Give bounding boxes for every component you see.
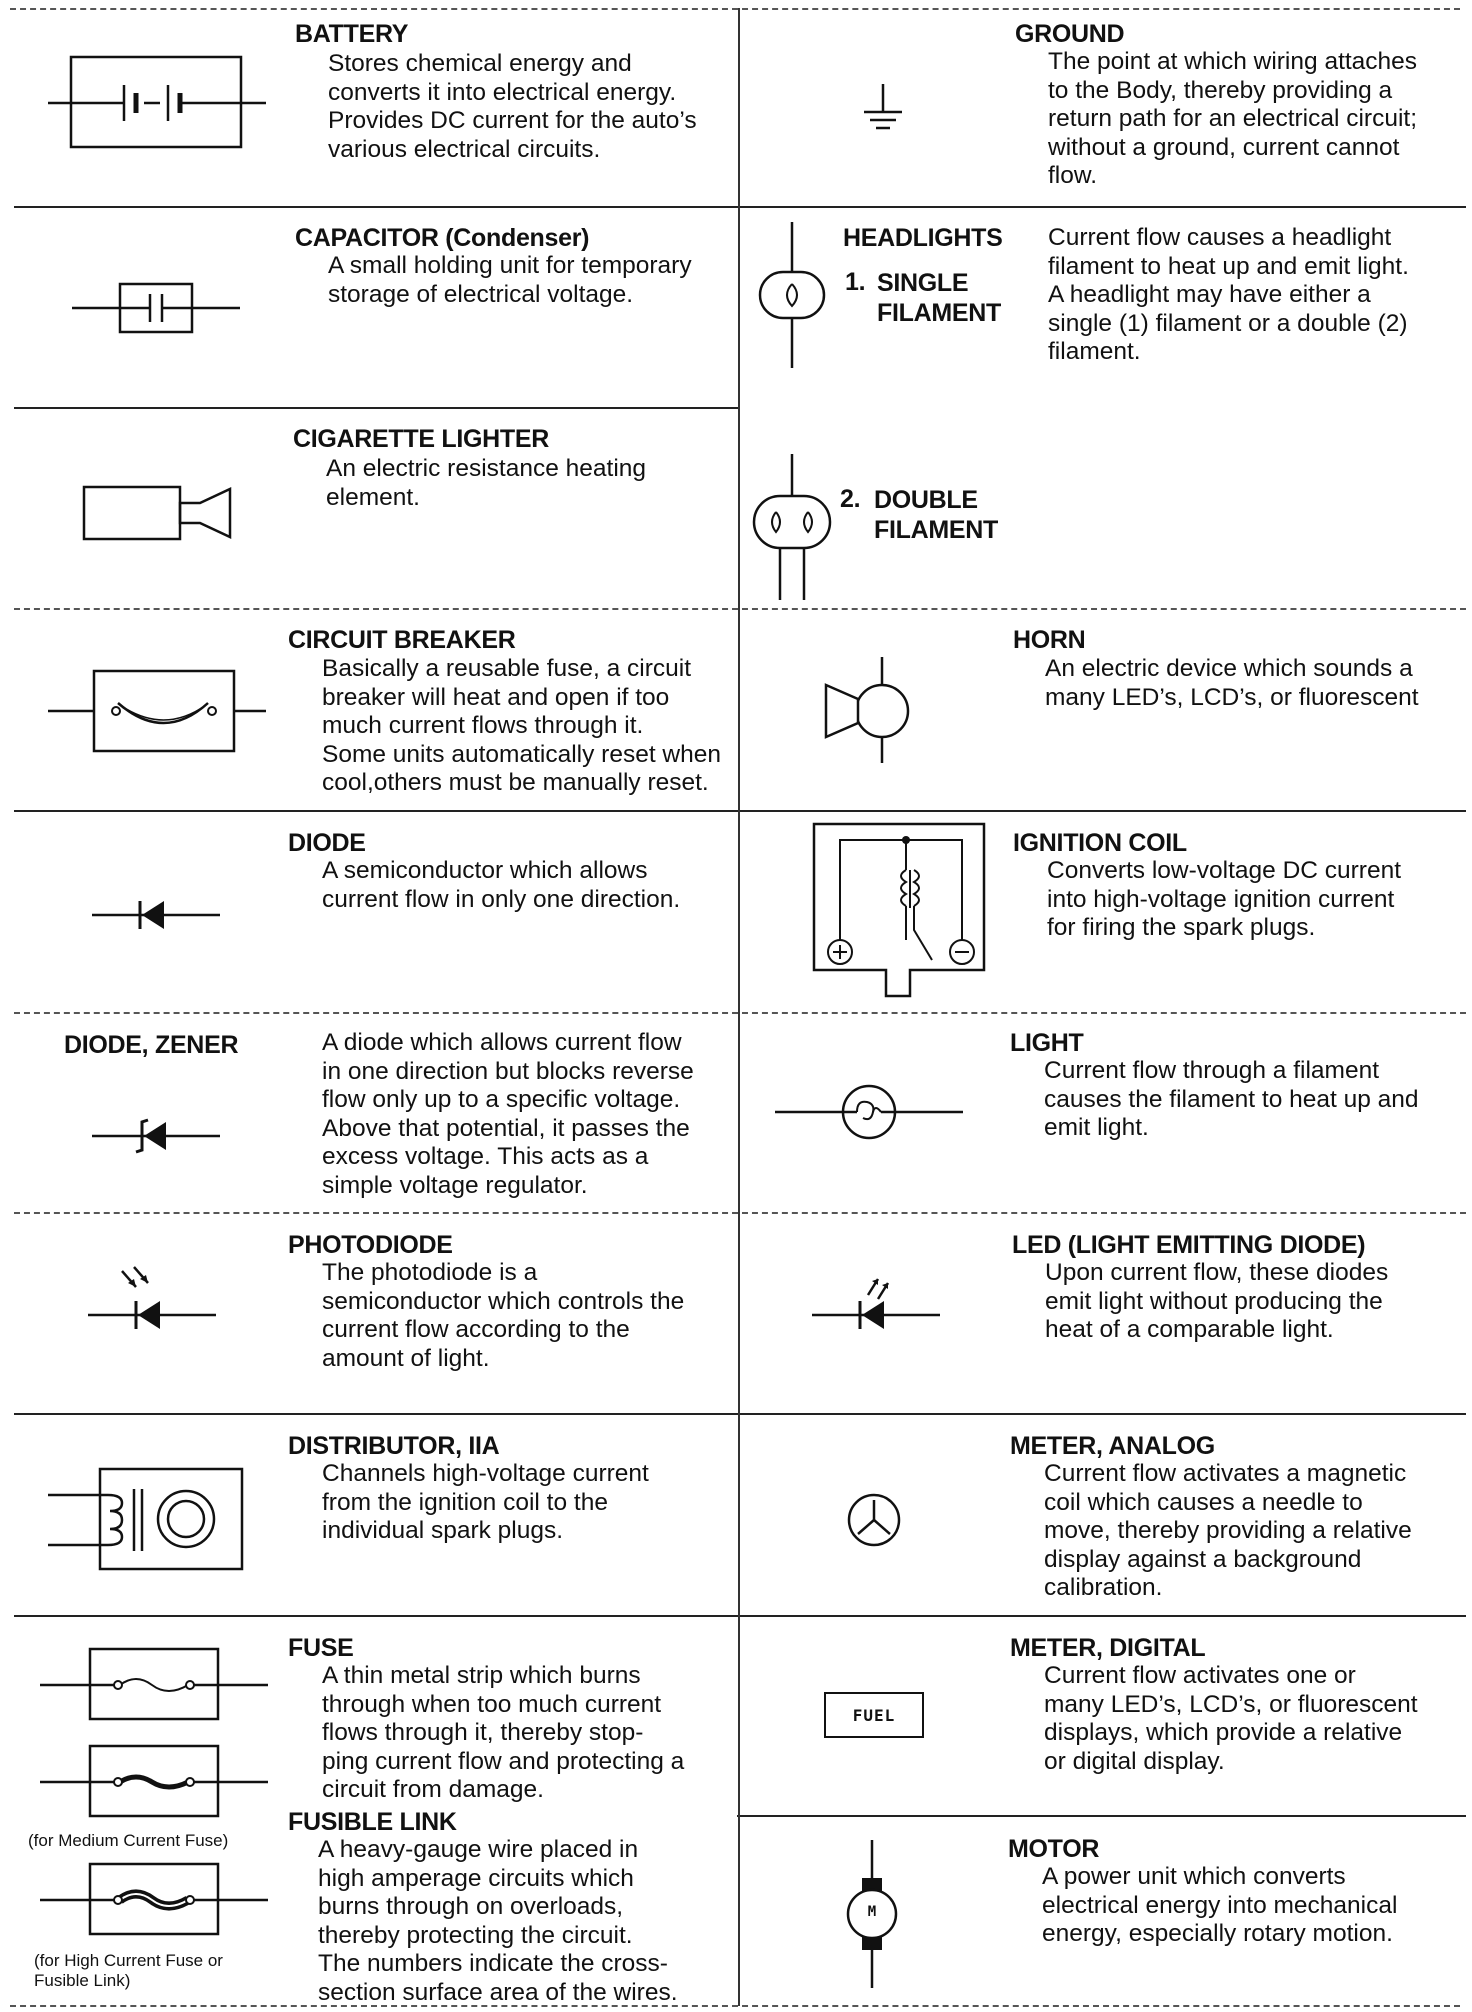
distributor-description: Channels high-voltage current from the ignition coil to the individual spark plugs. — [322, 1460, 649, 1544]
battery-description: Stores chemical energy and converts it into electrical energy. Provides DC current for the auto’s various electrical circuits. — [328, 50, 697, 163]
led-title: LED (LIGHT EMITTING DIODE) — [1012, 1231, 1366, 1259]
row-divider — [14, 608, 1466, 610]
distributor-title: DISTRIBUTOR, IIA — [288, 1432, 500, 1460]
diode-zener-description: A diode which allows current flow in one direction but blocks reverse flow only up to a specific voltage. Above that potential, it passes the excess voltage. This acts as a simple voltage regulator. — [322, 1029, 694, 1199]
row-divider — [14, 810, 1466, 812]
headlights-description: Current flow causes a headlight filament to heat up and emit light. A headlight may have either a single (1) filament or a double (2) filament. — [1048, 224, 1409, 365]
ignition-coil-icon — [810, 820, 990, 1005]
ground-icon — [858, 82, 908, 142]
meter-analog-description: Current flow activates a magnetic coil which causes a needle to move, thereby providing a relative display against a background calibration. — [1044, 1460, 1412, 1601]
horn-description: An electric device which sounds a many LED’s, LCD’s, or fluorescent — [1045, 655, 1419, 711]
zener-diode-icon — [92, 1116, 222, 1156]
circuit-breaker-icon — [48, 665, 268, 755]
fuse-icon — [40, 1645, 270, 1725]
led-icon — [812, 1265, 942, 1335]
row-divider — [14, 1615, 1466, 1617]
capacitor-title: CAPACITOR (Condenser) — [295, 224, 590, 252]
circuit-breaker-title: CIRCUIT BREAKER — [288, 626, 516, 654]
cigarette-lighter-description: An electric resistance heating element. — [326, 455, 647, 511]
cigarette-lighter-title: CIGARETTE LIGHTER — [293, 425, 550, 453]
meter-digital-description: Current flow activates one or many LED’s, LCD’s, or fluorescent displays, which provide a relative or digital display. — [1044, 1662, 1418, 1775]
ground-title: GROUND — [1015, 20, 1125, 48]
motor-symbol-letter: M — [867, 1904, 877, 1920]
top-border — [10, 8, 1460, 10]
single-filament-label: SINGLE FILAMENT — [877, 269, 1001, 327]
double-filament-label: DOUBLE FILAMENT — [874, 486, 998, 544]
medium-current-fuse-icon — [40, 1742, 270, 1822]
motor-description: A power unit which converts electrical energy into mechanical energy, especially rotary motion. — [1042, 1863, 1398, 1947]
diode-description: A semiconductor which allows current flow in only one direction. — [322, 857, 681, 913]
digital-meter-display: FUEL — [824, 1692, 924, 1738]
meter-digital-title: METER, DIGITAL — [1010, 1634, 1206, 1662]
fusible-link-title: FUSIBLE LINK — [288, 1808, 457, 1836]
row-divider — [14, 1012, 1466, 1014]
high-current-fuse-icon — [40, 1860, 270, 1940]
row-divider — [737, 1815, 1466, 1817]
fusible-link-description: A heavy-gauge wire placed in high amperage circuits which burns through on overloads, thereby protecting the circuit. The numbers indicate the cross- section surface area of the wires. — [318, 1836, 678, 2006]
light-title: LIGHT — [1010, 1029, 1084, 1057]
single-filament-headlight-icon — [752, 220, 832, 370]
column-divider — [738, 8, 740, 2006]
horn-icon — [822, 655, 912, 765]
photodiode-icon — [88, 1265, 218, 1335]
high-current-fuse-caption: (for High Current Fuse or Fusible Link) — [34, 1951, 223, 1990]
battery-title: BATTERY — [295, 20, 409, 48]
row-divider — [14, 1212, 1466, 1214]
diode-icon — [92, 895, 222, 935]
bottom-border — [10, 2005, 1460, 2007]
capacitor-icon — [72, 280, 242, 340]
analog-meter-icon — [844, 1490, 904, 1550]
photodiode-description: The photodiode is a semiconductor which controls the current flow according to the amount of light. — [322, 1259, 685, 1372]
double-filament-headlight-icon — [752, 452, 832, 602]
horn-title: HORN — [1013, 626, 1086, 654]
photodiode-title: PHOTODIODE — [288, 1231, 453, 1259]
ground-description: The point at which wiring attaches to the Body, thereby providing a return path for an electrical circuit; without a ground, current cannot flow. — [1048, 48, 1418, 189]
row-divider — [14, 1413, 1466, 1415]
row-divider — [14, 206, 1466, 208]
circuit-breaker-description: Basically a reusable fuse, a circuit breaker will heat and open if too much current flows through it. Some units automatically reset when cool,others must be manually reset. — [322, 655, 721, 796]
ignition-coil-description: Converts low-voltage DC current into high-voltage ignition current for firing the spark plugs. — [1047, 857, 1402, 941]
distributor-icon — [48, 1465, 248, 1575]
diode-zener-title: DIODE, ZENER — [64, 1031, 239, 1059]
motor-title: MOTOR — [1008, 1835, 1100, 1863]
capacitor-description: A small holding unit for temporary storage of electrical voltage. — [328, 252, 692, 308]
battery-icon — [48, 55, 268, 155]
fuse-description: A thin metal strip which burns through when too much current flows through it, thereby stop- ping current flow and protecting a circuit from damage. — [322, 1662, 685, 1803]
headlights-title: HEADLIGHTS — [843, 224, 1003, 252]
meter-analog-title: METER, ANALOG — [1010, 1432, 1215, 1460]
light-description: Current flow through a filament causes the filament to heat up and emit light. — [1044, 1057, 1419, 1141]
medium-current-fuse-caption: (for Medium Current Fuse) — [28, 1831, 229, 1850]
cigarette-lighter-icon — [82, 483, 242, 543]
row-divider — [14, 407, 739, 409]
diode-title: DIODE — [288, 829, 366, 857]
led-description: Upon current flow, these diodes emit light without producing the heat of a comparable light. — [1045, 1259, 1389, 1343]
single-filament-number: 1. — [845, 268, 866, 296]
ignition-coil-title: IGNITION COIL — [1013, 829, 1187, 857]
light-icon — [775, 1082, 965, 1142]
fuse-title: FUSE — [288, 1634, 354, 1662]
double-filament-number: 2. — [840, 485, 861, 513]
